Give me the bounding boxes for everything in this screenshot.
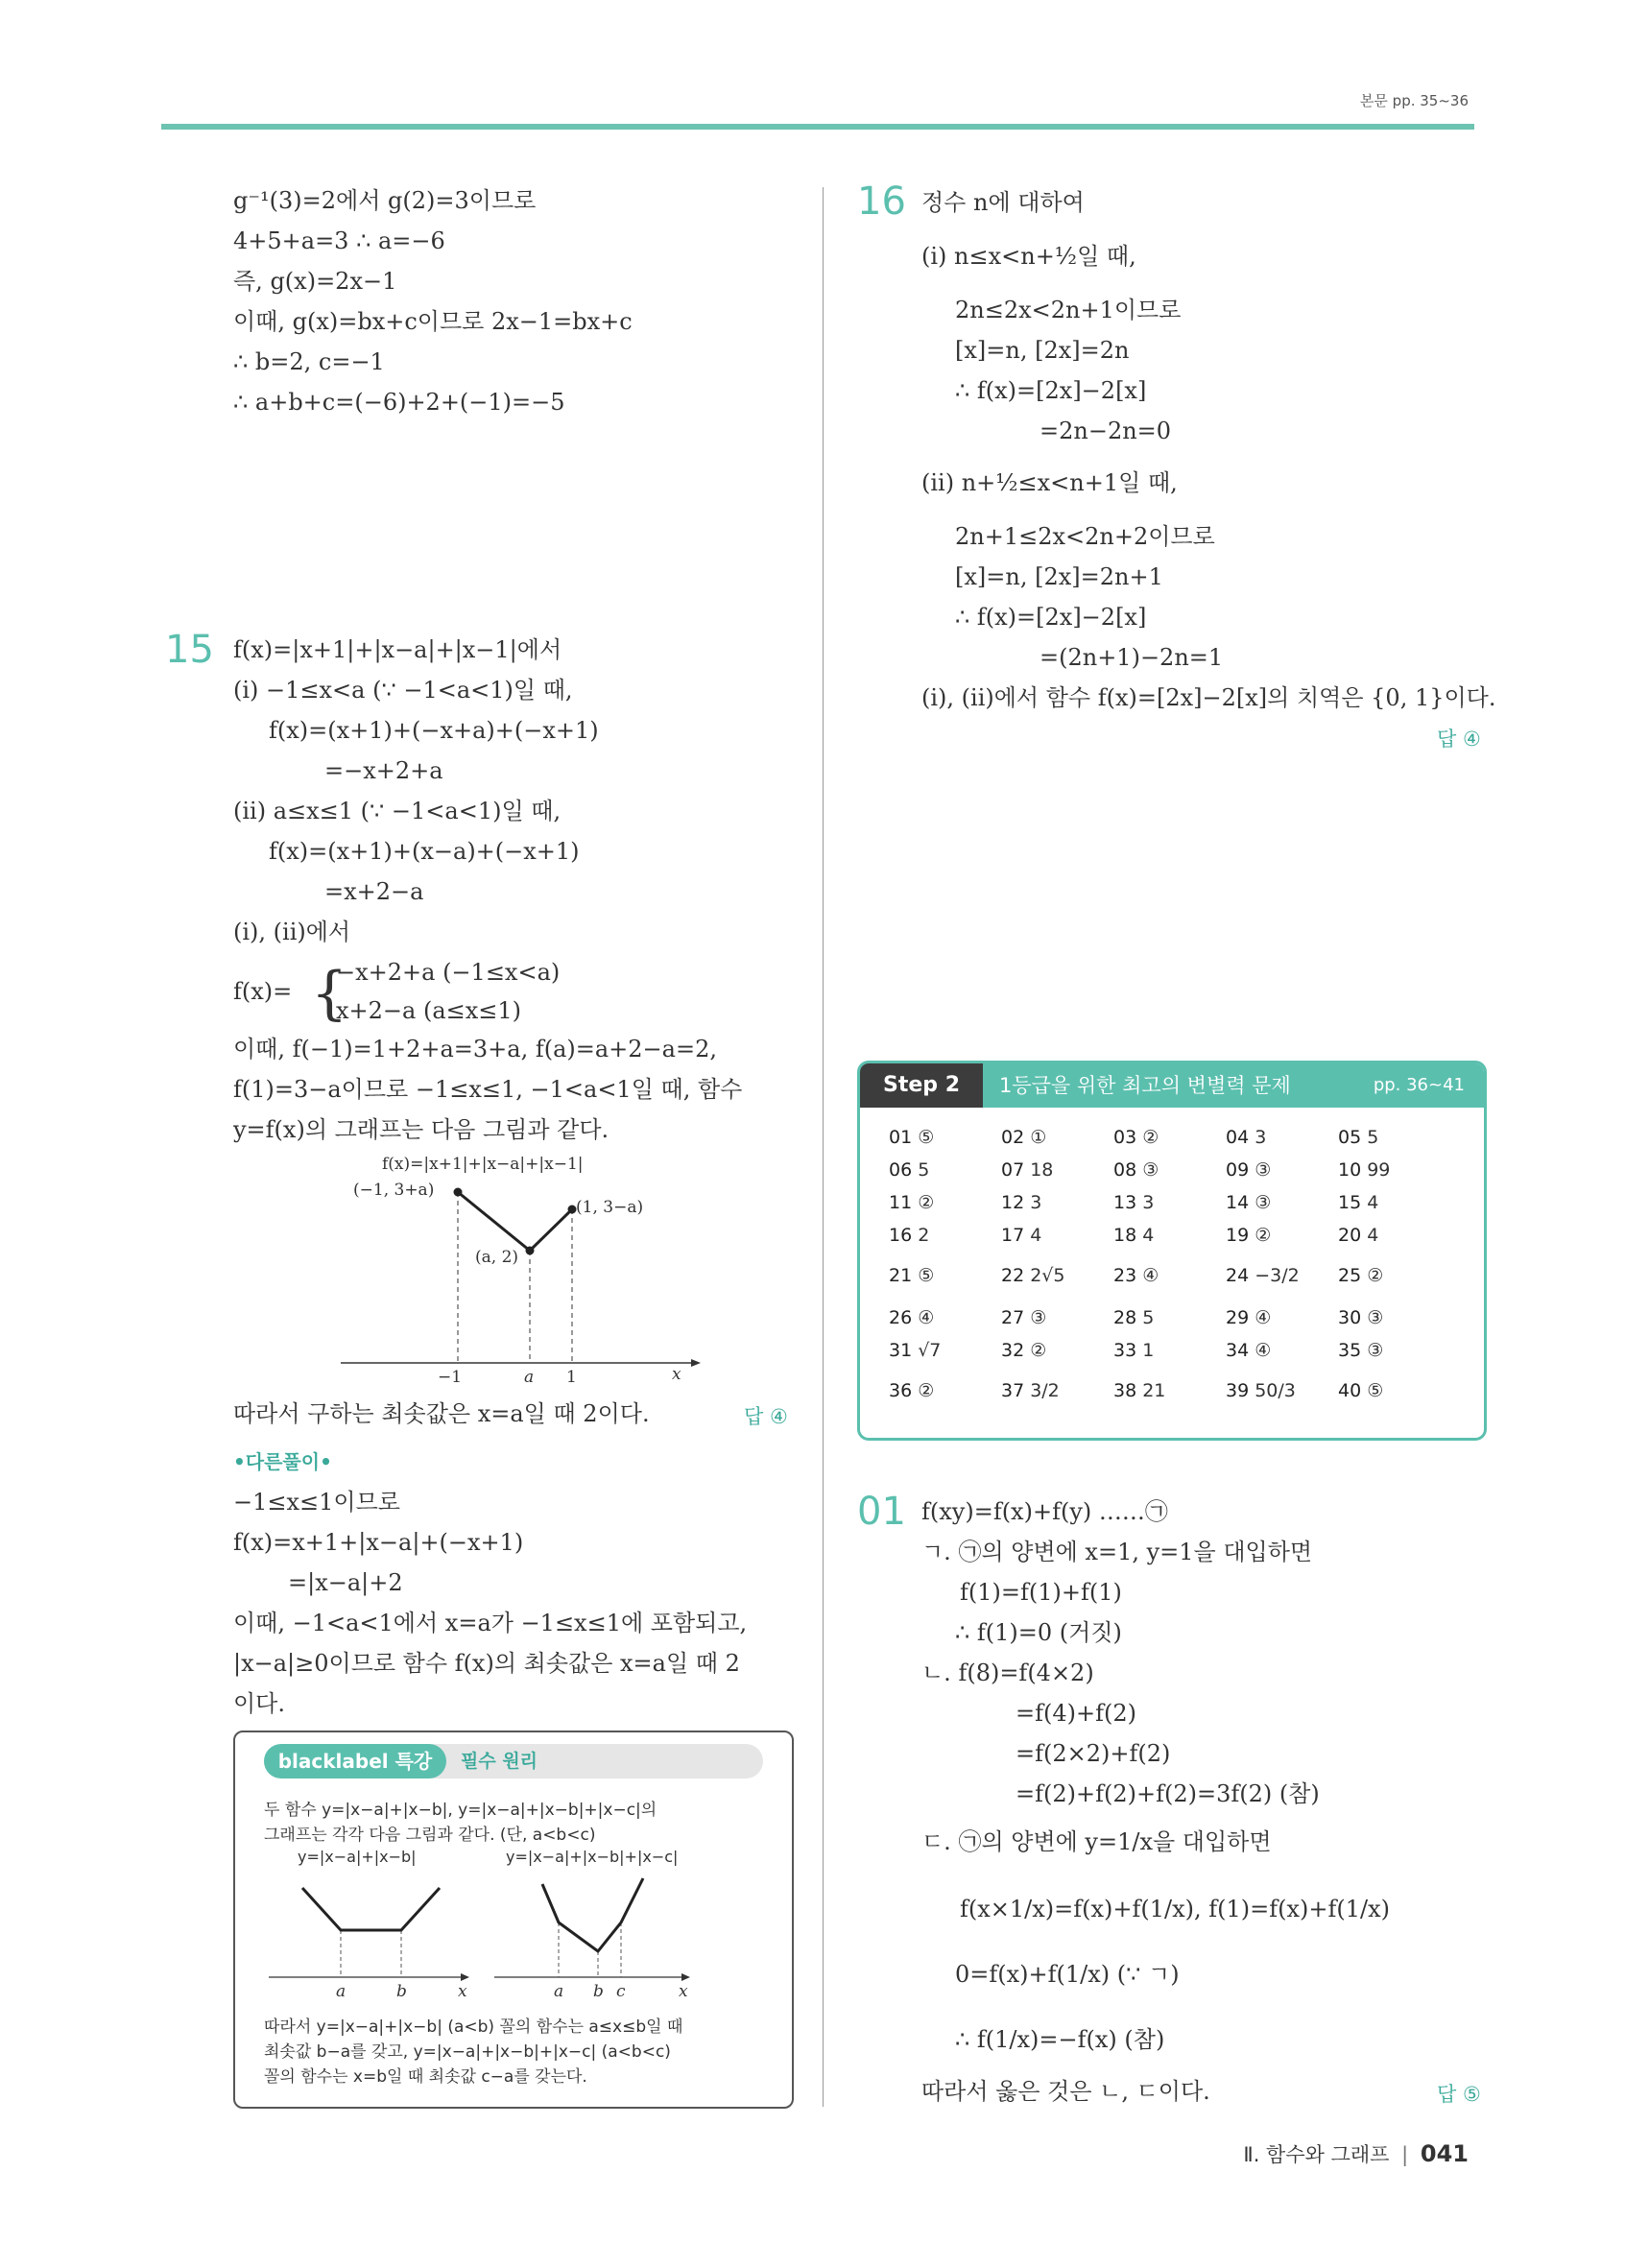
- answer-number: 32: [1001, 1340, 1025, 1361]
- solution-line: [x]=n, [2x]=2n: [955, 337, 1130, 364]
- answer-cell: [1113, 1192, 1154, 1213]
- solution-line: 0=f(x)+f(1/x) (∵ ㄱ): [955, 1961, 1180, 1988]
- solution-line: f(x)=(x+1)+(−x+a)+(−x+1): [269, 717, 599, 744]
- answer-value: 3: [1142, 1192, 1155, 1213]
- answer-number: 40: [1338, 1380, 1362, 1401]
- answer-number: 24: [1226, 1265, 1250, 1286]
- graph-tick-label: a: [524, 1368, 535, 1387]
- alt-line: 이다.: [233, 1690, 285, 1717]
- solution-line: (i) n≤x<n+½일 때,: [921, 243, 1136, 270]
- answer-cell: [889, 1265, 934, 1286]
- answer-cell: [889, 1225, 929, 1246]
- graph2-label: y=|x−a|+|x−b|+|x−c|: [506, 1848, 679, 1866]
- answer-number: 10: [1338, 1159, 1362, 1181]
- solution-line: =−x+2+a: [324, 757, 443, 784]
- answer-number: 07: [1001, 1159, 1025, 1181]
- answer-cell: [1001, 1265, 1064, 1286]
- answer-value: 3/2: [1030, 1380, 1060, 1401]
- solution-line: =f(2×2)+f(2): [1016, 1740, 1171, 1767]
- answer-number: 29: [1226, 1307, 1250, 1328]
- answer-number: 12: [1001, 1192, 1025, 1213]
- solution-line: ∴ f(x)=[2x]−2[x]: [955, 377, 1147, 404]
- answer-number: 18: [1113, 1225, 1137, 1246]
- answer-15: 답 ④: [744, 1405, 788, 1428]
- answer-value: ⑤: [1367, 1380, 1384, 1401]
- answer-number: 33: [1113, 1340, 1137, 1361]
- answer-cell: [1338, 1340, 1383, 1361]
- answer-value: ⑤: [918, 1127, 935, 1148]
- function-graph: [458, 1192, 572, 1251]
- answer-value: ①: [1030, 1127, 1047, 1148]
- solution-line: f(x×1/x)=f(x)+f(1/x), f(1)=f(x)+f(1/x): [960, 1896, 1391, 1922]
- answer-cell: [1226, 1307, 1271, 1328]
- solution-line: 이때, f(−1)=1+2+a=3+a, f(a)=a+2−a=2,: [233, 1036, 717, 1062]
- answer-number: 05: [1338, 1127, 1362, 1148]
- graph-func-label: f(x)=|x+1|+|x−a|+|x−1|: [382, 1155, 584, 1174]
- answer-cell: [1001, 1159, 1053, 1181]
- answer-value: ②: [918, 1380, 935, 1401]
- answer-value: 50/3: [1255, 1380, 1296, 1401]
- answer-value: ②: [1030, 1340, 1047, 1361]
- solution-line: f(1)=3−a이므로 −1≤x≤1, −1<a<1일 때, 함수: [233, 1076, 743, 1103]
- solution-line: f(x)=|x+1|+|x−a|+|x−1|에서: [233, 636, 562, 663]
- answer-cell: [1338, 1307, 1383, 1328]
- answer-number: 28: [1113, 1307, 1137, 1328]
- blacklabel-graph2: [490, 1867, 710, 2001]
- answer-cell: [1001, 1340, 1046, 1361]
- answer-number: 15: [1338, 1192, 1362, 1213]
- answer-value: 4: [1367, 1192, 1379, 1213]
- solution-line: (i), (ii)에서: [233, 919, 351, 945]
- answer-value: ④: [1142, 1265, 1159, 1286]
- graph1-label: y=|x−a|+|x−b|: [298, 1848, 417, 1866]
- answer-value: ④: [1255, 1307, 1272, 1328]
- answer-number: 25: [1338, 1265, 1362, 1286]
- answer-value: ②: [1367, 1265, 1384, 1286]
- blacklabel-box: [233, 1731, 794, 2109]
- answer-cell: [1001, 1307, 1046, 1328]
- answer-value: ③: [1255, 1159, 1272, 1181]
- blacklabel-graph1: [264, 1867, 485, 2001]
- answer-cell: [889, 1307, 934, 1328]
- blacklabel-line: 최솟값 b−a를 갖고, y=|x−a|+|x−b|+|x−c| (a<b<c): [264, 2042, 671, 2062]
- chapter-title: Ⅱ. 함수와 그래프: [1243, 2143, 1390, 2166]
- answer-cell: [1113, 1307, 1154, 1328]
- answer-number: 19: [1226, 1225, 1250, 1246]
- header-rule: [161, 124, 1474, 130]
- graph1-tick: b: [396, 1982, 407, 2001]
- solution-line: (ii) n+½≤x<n+1일 때,: [921, 469, 1178, 496]
- answer-cell: [1338, 1380, 1383, 1401]
- answer-value: 5: [1367, 1127, 1379, 1148]
- graph-axis-label: x: [672, 1365, 681, 1384]
- alt-line: −1≤x≤1이므로: [233, 1489, 400, 1516]
- answer-cell: [1338, 1265, 1383, 1286]
- answer-cell: [1001, 1380, 1060, 1401]
- answer-value: 2: [918, 1225, 930, 1246]
- question-number-01: 01: [857, 1490, 906, 1534]
- question-number-15: 15: [165, 628, 214, 672]
- answer-number: 30: [1338, 1307, 1362, 1328]
- answer-cell: [1338, 1159, 1390, 1181]
- answer-number: 23: [1113, 1265, 1137, 1286]
- answer-cell: [889, 1127, 934, 1148]
- point-min: [526, 1247, 535, 1255]
- answer-cell: [1226, 1340, 1271, 1361]
- answer-number: 39: [1226, 1380, 1250, 1401]
- answer-number: 38: [1113, 1380, 1137, 1401]
- answer-value: 4: [1142, 1225, 1155, 1246]
- answer-cell: [889, 1380, 934, 1401]
- solution-line: 2n+1≤2x<2n+2이므로: [955, 523, 1215, 550]
- answer-value: ②: [918, 1192, 935, 1213]
- answer-number: 37: [1001, 1380, 1025, 1401]
- answer-cell: [1001, 1225, 1041, 1246]
- solution-line: ∴ f(1/x)=−f(x) (참): [955, 2026, 1165, 2053]
- answer-number: 27: [1001, 1307, 1025, 1328]
- answer-value: 5: [1142, 1307, 1155, 1328]
- alt-line: =|x−a|+2: [288, 1569, 403, 1596]
- answer-value: ③: [1030, 1307, 1047, 1328]
- solution-line: ㄴ. f(8)=f(4×2): [921, 1659, 1094, 1686]
- graph1-tick: a: [336, 1982, 347, 2001]
- answer-value: 4: [1030, 1225, 1042, 1246]
- solution-line: 즉, g(x)=2x−1: [233, 268, 397, 295]
- answer-value: 3: [1255, 1127, 1267, 1148]
- graph-point-label: (a, 2): [475, 1248, 519, 1267]
- solution-line: (i) −1≤x<a (∵ −1<a<1)일 때,: [233, 677, 573, 704]
- blacklabel-line: 따라서 y=|x−a|+|x−b| (a<b) 꼴의 함수는 a≤x≤b일 때: [264, 2017, 683, 2037]
- answer-value: ②: [1255, 1225, 1272, 1246]
- answer-number: 03: [1113, 1127, 1137, 1148]
- alt-solution-title: •다른풀이•: [233, 1450, 332, 1473]
- answer-number: 35: [1338, 1340, 1362, 1361]
- solution-line: =f(4)+f(2): [1016, 1700, 1136, 1727]
- answer-value: −3/2: [1255, 1265, 1300, 1286]
- solution-line: 이때, g(x)=bx+c이므로 2x−1=bx+c: [233, 308, 633, 335]
- answer-cell: [1226, 1192, 1271, 1213]
- page-reference: 본문 pp. 35~36: [1359, 92, 1469, 109]
- answer-number: 09: [1226, 1159, 1250, 1181]
- solution-line: =2n−2n=0: [1040, 418, 1172, 444]
- solution-line: (i), (ii)에서 함수 f(x)=[2x]−2[x]의 치역은 {0, 1}이다.: [921, 684, 1496, 711]
- alt-line: f(x)=x+1+|x−a|+(−x+1): [233, 1529, 524, 1556]
- answer-number: 08: [1113, 1159, 1137, 1181]
- answer-value: 21: [1142, 1380, 1166, 1401]
- graph1-tick: x: [458, 1982, 467, 2001]
- solution-line: 4+5+a=3 ∴ a=−6: [233, 227, 445, 254]
- answer-cell: [1001, 1192, 1041, 1213]
- alt-line: |x−a|≥0이므로 함수 f(x)의 최솟값은 x=a일 때 2: [233, 1650, 740, 1677]
- answer-cell: [1226, 1225, 1271, 1246]
- answer-number: 02: [1001, 1127, 1025, 1148]
- answer-number: 20: [1338, 1225, 1362, 1246]
- solution-line: ㄱ. ㉠의 양변에 x=1, y=1을 대입하면: [921, 1539, 1313, 1565]
- blacklabel-line: 두 함수 y=|x−a|+|x−b|, y=|x−a|+|x−b|+|x−c|의: [264, 1801, 657, 1820]
- solution-line: y=f(x)의 그래프는 다음 그림과 같다.: [233, 1116, 609, 1143]
- column-divider: [823, 187, 824, 2107]
- solution-line: ∴ f(1)=0 (거짓): [955, 1619, 1122, 1646]
- answer-cell: [889, 1340, 941, 1361]
- piecewise-label: f(x)=: [233, 978, 293, 1005]
- solution-line: ∴ f(x)=[2x]−2[x]: [955, 604, 1147, 631]
- solution-line: ∴ b=2, c=−1: [233, 348, 385, 375]
- answer-value: ③: [1367, 1340, 1384, 1361]
- question-number-16: 16: [857, 179, 906, 224]
- graph2-tick: b: [593, 1982, 604, 2001]
- answer-number: 31: [889, 1340, 913, 1361]
- blacklabel-tag: blacklabel 특강: [264, 1744, 446, 1779]
- answer-number: 17: [1001, 1225, 1025, 1246]
- answer-number: 06: [889, 1159, 913, 1181]
- answer-cell: [1226, 1380, 1296, 1401]
- function-graph: [302, 1888, 440, 1930]
- solution-line: =x+2−a: [324, 878, 424, 905]
- graph-point-label: (−1, 3+a): [353, 1181, 435, 1200]
- answer-01: 답 ⑤: [1437, 2083, 1481, 2106]
- answer-cell: [1226, 1159, 1271, 1181]
- answer-cell: [1113, 1159, 1159, 1181]
- answer-number: 21: [889, 1265, 913, 1286]
- answer-cell: [1226, 1127, 1266, 1148]
- blacklabel-line: 그래프는 각각 다음 그림과 같다. (단, a<b<c): [264, 1826, 596, 1845]
- solution-line: (ii) a≤x≤1 (∵ −1<a<1)일 때,: [233, 798, 562, 824]
- answer-number: 22: [1001, 1265, 1025, 1286]
- answer-value: 5: [918, 1159, 930, 1181]
- answer-cell: [1113, 1225, 1154, 1246]
- solution-line: ∴ a+b+c=(−6)+2+(−1)=−5: [233, 389, 565, 416]
- x-axis-arrow: [461, 1973, 469, 1981]
- alt-line: 이때, −1<a<1에서 x=a가 −1≤x≤1에 포함되고,: [233, 1610, 748, 1636]
- graph-tick-label: −1: [438, 1368, 463, 1387]
- solution-line: 따라서 구하는 최솟값은 x=a일 때 2이다.: [233, 1400, 650, 1427]
- solution-line: =(2n+1)−2n=1: [1040, 644, 1224, 671]
- answer-number: 11: [889, 1192, 913, 1213]
- solution-line: g⁻¹(3)=2에서 g(2)=3이므로: [233, 187, 537, 214]
- footer-separator: |: [1401, 2143, 1409, 2166]
- solution-line: =f(2)+f(2)+f(2)=3f(2) (참): [1016, 1780, 1320, 1807]
- answer-value: ③: [1255, 1192, 1272, 1213]
- answer-cell: [889, 1192, 934, 1213]
- answer-value: 99: [1367, 1159, 1391, 1181]
- answer-value: 1: [1142, 1340, 1155, 1361]
- solution-line: ㄷ. ㉠의 양변에 y=1/x을 대입하면: [921, 1828, 1272, 1855]
- solution-line: f(x)=(x+1)+(x−a)+(−x+1): [269, 838, 580, 865]
- function-graph: [542, 1878, 643, 1951]
- answer-value: 3: [1030, 1192, 1042, 1213]
- answer-value: ②: [1142, 1127, 1159, 1148]
- point-left: [454, 1188, 463, 1197]
- answer-value: ④: [918, 1307, 935, 1328]
- answer-number: 26: [889, 1307, 913, 1328]
- graph-tick-label: 1: [566, 1368, 577, 1387]
- answer-number: 16: [889, 1225, 913, 1246]
- solution-line: f(1)=f(1)+f(1): [960, 1579, 1122, 1606]
- blacklabel-title: 필수 원리: [461, 1751, 538, 1772]
- answer-number: 36: [889, 1380, 913, 1401]
- answer-cell: [1113, 1127, 1159, 1148]
- answer-number: 34: [1226, 1340, 1250, 1361]
- page-number: 041: [1420, 2140, 1469, 2167]
- answer-number: 04: [1226, 1127, 1250, 1148]
- answer-value: 2√5: [1030, 1265, 1065, 1286]
- answer-value: ④: [1255, 1340, 1272, 1361]
- answer-cell: [1113, 1380, 1165, 1401]
- step2-header: [860, 1063, 1484, 1108]
- graph-point-label: (1, 3−a): [576, 1198, 644, 1217]
- solution-line: 2n≤2x<2n+1이므로: [955, 297, 1182, 323]
- answer-value: 18: [1030, 1159, 1054, 1181]
- answer-cell: [1338, 1225, 1378, 1246]
- page-footer: [1243, 2139, 1469, 2168]
- answer-cell: [1338, 1127, 1378, 1148]
- blacklabel-line: 꼴의 함수는 x=b일 때 최솟값 c−a를 갖는다.: [264, 2067, 587, 2087]
- blacklabel-header: [264, 1744, 763, 1779]
- graph2-tick: a: [554, 1982, 564, 2001]
- answer-cell: [1113, 1340, 1154, 1361]
- solution-line: 따라서 옳은 것은 ㄴ, ㄷ이다.: [921, 2078, 1210, 2105]
- answer-value: ③: [1142, 1159, 1159, 1181]
- step2-title: 1등급을 위한 최고의 변별력 문제: [999, 1074, 1291, 1097]
- solution-line: [x]=n, [2x]=2n+1: [955, 563, 1163, 590]
- answer-value: 4: [1367, 1225, 1379, 1246]
- answer-cell: [889, 1159, 929, 1181]
- answer-cell: [1338, 1192, 1378, 1213]
- step2-pages: pp. 36~41: [1373, 1075, 1465, 1095]
- answer-cell: [1113, 1265, 1159, 1286]
- x-axis-arrow: [691, 1359, 701, 1367]
- step2-label: Step 2: [860, 1063, 983, 1108]
- graph2-tick: c: [616, 1982, 626, 2001]
- graph2-tick: x: [679, 1982, 688, 2001]
- solution-line: 정수 n에 대하여: [921, 189, 1085, 216]
- answer-number: 14: [1226, 1192, 1250, 1213]
- answer-value: ③: [1367, 1307, 1384, 1328]
- answer-value: √7: [918, 1340, 942, 1361]
- piecewise-line: x+2−a (a≤x≤1): [336, 997, 522, 1024]
- answer-value: ⑤: [918, 1265, 935, 1286]
- solution-line: f(xy)=f(x)+f(y) ……㉠: [921, 1498, 1168, 1525]
- answer-16: 답 ④: [1437, 728, 1481, 751]
- answer-number: 13: [1113, 1192, 1137, 1213]
- answer-number: 01: [889, 1127, 913, 1148]
- answer-cell: [1001, 1127, 1046, 1148]
- brace-symbol: {: [311, 960, 348, 1027]
- x-axis-arrow: [681, 1973, 690, 1981]
- step2-answer-box: [857, 1061, 1487, 1441]
- piecewise-line: −x+2+a (−1≤x<a): [336, 959, 561, 986]
- answer-cell: [1226, 1265, 1300, 1286]
